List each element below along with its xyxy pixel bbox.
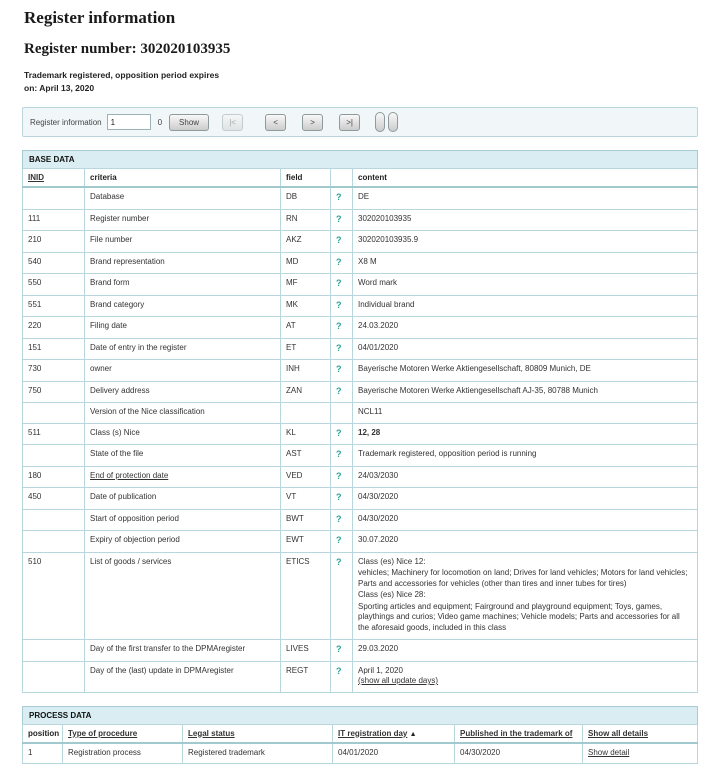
sort-ascending-icon: ▲ — [410, 731, 417, 738]
inid-cell — [23, 531, 85, 553]
criteria-cell — [85, 252, 281, 274]
inid-cell: 511 — [23, 423, 85, 445]
help-cell — [331, 317, 353, 339]
help-cell — [331, 209, 353, 231]
criteria-label: Expiry of objection period — [90, 535, 180, 544]
content-cell — [353, 295, 698, 317]
field-code-cell: EWT — [281, 531, 331, 553]
field-code-cell: DB — [281, 187, 331, 209]
pager-extra-right-button[interactable] — [388, 112, 398, 132]
help-cell — [331, 552, 353, 640]
help-icon[interactable]: ? — [336, 449, 342, 459]
help-cell — [331, 403, 353, 424]
pager-first-button[interactable]: |< — [222, 114, 243, 131]
pager-next-button[interactable]: > — [302, 114, 323, 131]
base-data-table — [22, 168, 698, 693]
pager-count: 0 — [158, 118, 162, 127]
content-cell — [353, 466, 698, 488]
base-data-section-header: BASE DATA — [22, 150, 698, 168]
pager-extra-buttons — [375, 112, 398, 132]
page-number-input[interactable] — [107, 114, 151, 130]
content-value: NCL11 — [358, 407, 382, 416]
process-data-table — [22, 724, 698, 764]
criteria-label: Day of the first transfer to the DPMAregister — [90, 644, 245, 653]
base-data-row — [23, 531, 698, 553]
criteria-cell — [85, 381, 281, 403]
field-code-cell: KL — [281, 423, 331, 445]
criteria-label: Version of the Nice classification — [90, 407, 205, 416]
criteria-label: Brand representation — [90, 257, 165, 266]
content-cell — [353, 252, 698, 274]
process-column-header-label[interactable]: IT registration day — [338, 729, 407, 738]
help-icon[interactable]: ? — [336, 257, 342, 267]
inid-cell: 540 — [23, 252, 85, 274]
content-value: 04/01/2020 — [358, 343, 398, 352]
criteria-cell — [85, 488, 281, 510]
base-data-header-row — [23, 169, 698, 188]
help-cell — [331, 509, 353, 531]
content-cell — [353, 509, 698, 531]
inid-cell — [23, 640, 85, 662]
show-all-update-days-link[interactable]: (show all update days) — [358, 676, 438, 685]
show-button[interactable]: Show — [169, 114, 209, 131]
base-data-row — [23, 403, 698, 424]
show-detail-link[interactable]: Show detail — [588, 748, 629, 757]
criteria-label: Brand form — [90, 278, 130, 287]
field-code-cell: MD — [281, 252, 331, 274]
criteria-label: List of goods / services — [90, 557, 171, 566]
content-cell — [353, 640, 698, 662]
base-data-row — [23, 509, 698, 531]
column-header-help — [331, 169, 353, 188]
criteria-cell — [85, 531, 281, 553]
base-data-row — [23, 295, 698, 317]
help-icon[interactable]: ? — [336, 644, 342, 654]
help-cell — [331, 338, 353, 360]
help-icon[interactable]: ? — [336, 278, 342, 288]
field-code-cell: VED — [281, 466, 331, 488]
content-cell — [353, 209, 698, 231]
help-icon[interactable]: ? — [336, 471, 342, 481]
base-data-row — [23, 317, 698, 339]
content-cell — [353, 187, 698, 209]
pager-last-button[interactable]: >| — [339, 114, 360, 131]
content-cell — [353, 488, 698, 510]
criteria-cell — [85, 466, 281, 488]
status-note — [24, 69, 719, 95]
field-code-cell: AKZ — [281, 231, 331, 253]
base-data-row — [23, 445, 698, 467]
help-icon[interactable]: ? — [336, 557, 342, 567]
it-registration-day-cell: 04/01/2020 — [333, 743, 455, 764]
field-code-cell: ETICS — [281, 552, 331, 640]
criteria-cell — [85, 423, 281, 445]
help-icon[interactable]: ? — [336, 300, 342, 310]
base-data-row — [23, 274, 698, 296]
help-cell — [331, 640, 353, 662]
content-value: 302020103935.9 — [358, 235, 418, 244]
criteria-cell — [85, 661, 281, 692]
criteria-label: Date of entry in the register — [90, 343, 187, 352]
content-cell — [353, 445, 698, 467]
content-line: Class (es) Nice 28: — [358, 590, 692, 601]
inid-cell: 730 — [23, 360, 85, 382]
criteria-cell — [85, 552, 281, 640]
status-note-line2: on: April 13, 2020 — [24, 82, 719, 95]
process-column-header-label[interactable]: Published in the trademark of — [460, 729, 572, 738]
content-line: vehicles; Machinery for locomotion on land; Drives for land vehicles; Motors for land vehicles; Parts and accessories for vehicles (other than tires and inner tubes for tires) — [358, 568, 692, 589]
criteria-label-link[interactable]: End of protection date — [90, 471, 168, 480]
content-value: DE — [358, 192, 369, 201]
criteria-label: owner — [90, 364, 112, 373]
base-data-row — [23, 252, 698, 274]
register-number-heading: Register number: 302020103935 — [24, 41, 719, 58]
field-code-cell: AT — [281, 317, 331, 339]
column-header-content: content — [353, 169, 698, 188]
inid-cell: 151 — [23, 338, 85, 360]
criteria-cell — [85, 317, 281, 339]
help-icon[interactable]: ? — [336, 214, 342, 224]
inid-cell: 750 — [23, 381, 85, 403]
content-value: X8 M — [358, 257, 377, 266]
content-value: April 1, 2020 — [358, 666, 403, 675]
process-column-header-label[interactable]: Show all details — [588, 729, 648, 738]
inid-cell — [23, 445, 85, 467]
position-cell: 1 — [23, 743, 63, 764]
inid-cell: 111 — [23, 209, 85, 231]
criteria-label: File number — [90, 235, 132, 244]
column-header-inid[interactable]: INID — [28, 173, 44, 182]
help-icon[interactable]: ? — [336, 535, 342, 545]
content-value: 04/30/2020 — [358, 492, 398, 501]
column-header-criteria: criteria — [85, 169, 281, 188]
inid-cell: 550 — [23, 274, 85, 296]
content-cell — [353, 531, 698, 553]
base-data-row — [23, 488, 698, 510]
help-icon[interactable]: ? — [336, 343, 342, 353]
criteria-label: Start of opposition period — [90, 514, 179, 523]
status-note-line1: Trademark registered, opposition period expires — [24, 69, 719, 82]
content-cell — [353, 338, 698, 360]
field-code-cell: ET — [281, 338, 331, 360]
criteria-label: Register number — [90, 214, 149, 223]
column-header-field: field — [281, 169, 331, 188]
inid-cell — [23, 509, 85, 531]
process-data-section-header: PROCESS DATA — [22, 706, 698, 724]
criteria-label: Class (s) Nice — [90, 428, 140, 437]
field-code-cell: INH — [281, 360, 331, 382]
procedure-type-cell: Registration process — [63, 743, 183, 764]
page-title: Register information — [24, 8, 719, 28]
content-cell — [353, 552, 698, 640]
content-value: 24/03/2030 — [358, 471, 398, 480]
field-code-cell: ZAN — [281, 381, 331, 403]
content-value: 30.07.2020 — [358, 535, 398, 544]
legal-status-cell: Registered trademark — [183, 743, 333, 764]
criteria-cell — [85, 295, 281, 317]
criteria-cell — [85, 274, 281, 296]
criteria-label: Brand category — [90, 300, 144, 309]
criteria-label: Day of the (last) update in DPMAregister — [90, 666, 234, 675]
help-cell — [331, 488, 353, 510]
field-code-cell: MK — [281, 295, 331, 317]
process-column-header — [23, 724, 63, 743]
criteria-cell — [85, 403, 281, 424]
criteria-cell — [85, 360, 281, 382]
content-cell — [353, 661, 698, 692]
process-data-row — [23, 743, 698, 764]
help-icon[interactable]: ? — [336, 666, 342, 676]
content-link-wrap — [358, 676, 692, 687]
help-icon[interactable]: ? — [336, 235, 342, 245]
field-code-cell: VT — [281, 488, 331, 510]
published-cell: 04/30/2020 — [455, 743, 583, 764]
inid-cell: 450 — [23, 488, 85, 510]
criteria-cell — [85, 338, 281, 360]
process-column-header-label: position — [28, 729, 59, 738]
help-icon[interactable]: ? — [336, 514, 342, 524]
content-value: Trademark registered, opposition period is running — [358, 449, 536, 458]
criteria-label: State of the file — [90, 449, 143, 458]
content-cell — [353, 231, 698, 253]
pager-prev-button[interactable]: < — [265, 114, 286, 131]
content-cell — [353, 317, 698, 339]
criteria-cell — [85, 509, 281, 531]
criteria-label: Date of publication — [90, 492, 156, 501]
help-cell — [331, 381, 353, 403]
content-cell — [353, 360, 698, 382]
help-cell — [331, 187, 353, 209]
criteria-label: Filing date — [90, 321, 127, 330]
inid-cell — [23, 187, 85, 209]
pager-extra-left-button[interactable] — [375, 112, 385, 132]
content-line: Sporting articles and equipment; Fairground and playground equipment; Toys, games, playthings and curios; Video game machines; Vehicle models; Parts and accessories for all the aforesaid goods, included in this class — [358, 602, 692, 634]
inid-cell: 180 — [23, 466, 85, 488]
base-data-row — [23, 552, 698, 640]
field-code-cell: BWT — [281, 509, 331, 531]
help-cell — [331, 274, 353, 296]
base-data-row — [23, 338, 698, 360]
register-information-page — [0, 8, 719, 730]
base-data-row — [23, 661, 698, 692]
criteria-cell — [85, 231, 281, 253]
process-column-header — [455, 724, 583, 743]
criteria-cell — [85, 445, 281, 467]
content-cell — [353, 274, 698, 296]
help-icon[interactable]: ? — [336, 386, 342, 396]
help-cell — [331, 466, 353, 488]
help-icon[interactable]: ? — [336, 192, 342, 202]
help-icon[interactable]: ? — [336, 428, 342, 438]
base-data-row — [23, 423, 698, 445]
help-cell — [331, 252, 353, 274]
pager-toolbar — [22, 107, 698, 137]
help-icon[interactable]: ? — [336, 321, 342, 331]
base-data-row — [23, 209, 698, 231]
criteria-cell — [85, 209, 281, 231]
inid-cell: 210 — [23, 231, 85, 253]
content-value: Bayerische Motoren Werke Aktiengesellschaft AJ-35, 80788 Munich — [358, 386, 598, 395]
help-cell — [331, 295, 353, 317]
base-data-row — [23, 360, 698, 382]
field-code-cell: AST — [281, 445, 331, 467]
content-value: 04/30/2020 — [358, 514, 398, 523]
content-cell — [353, 381, 698, 403]
help-icon[interactable]: ? — [336, 492, 342, 502]
pager-label: Register information — [30, 118, 102, 127]
base-data-row — [23, 466, 698, 488]
help-cell — [331, 360, 353, 382]
content-cell — [353, 403, 698, 424]
help-icon[interactable]: ? — [336, 364, 342, 374]
inid-cell — [23, 661, 85, 692]
help-cell — [331, 531, 353, 553]
field-code-cell: MF — [281, 274, 331, 296]
inid-cell: 551 — [23, 295, 85, 317]
base-data-row — [23, 381, 698, 403]
field-code-cell: REGT — [281, 661, 331, 692]
process-column-header-label[interactable]: Legal status — [188, 729, 235, 738]
content-value: 24.03.2020 — [358, 321, 398, 330]
base-data-row — [23, 187, 698, 209]
process-column-header — [583, 724, 698, 743]
content-value: Bayerische Motoren Werke Aktiengesellschaft, 80809 Munich, DE — [358, 364, 591, 373]
content-cell — [353, 423, 698, 445]
content-value: 29.03.2020 — [358, 644, 398, 653]
detail-cell — [583, 743, 698, 764]
content-value: 302020103935 — [358, 214, 411, 223]
criteria-label: Delivery address — [90, 386, 150, 395]
process-column-header — [63, 724, 183, 743]
help-cell — [331, 661, 353, 692]
criteria-label: Database — [90, 192, 124, 201]
help-cell — [331, 231, 353, 253]
field-code-cell — [281, 403, 331, 424]
inid-cell — [23, 403, 85, 424]
field-code-cell: LIVES — [281, 640, 331, 662]
content-value: Individual brand — [358, 300, 414, 309]
process-column-header — [183, 724, 333, 743]
criteria-cell — [85, 187, 281, 209]
help-cell — [331, 445, 353, 467]
criteria-cell — [85, 640, 281, 662]
base-data-row — [23, 231, 698, 253]
inid-cell: 510 — [23, 552, 85, 640]
inid-cell: 220 — [23, 317, 85, 339]
content-value: 12, 28 — [358, 428, 380, 437]
content-line: Class (es) Nice 12: — [358, 557, 692, 568]
process-column-header — [333, 724, 455, 743]
process-column-header-label[interactable]: Type of procedure — [68, 729, 137, 738]
field-code-cell: RN — [281, 209, 331, 231]
base-data-row — [23, 640, 698, 662]
process-data-header-row — [23, 724, 698, 743]
help-cell — [331, 423, 353, 445]
content-value: Word mark — [358, 278, 397, 287]
